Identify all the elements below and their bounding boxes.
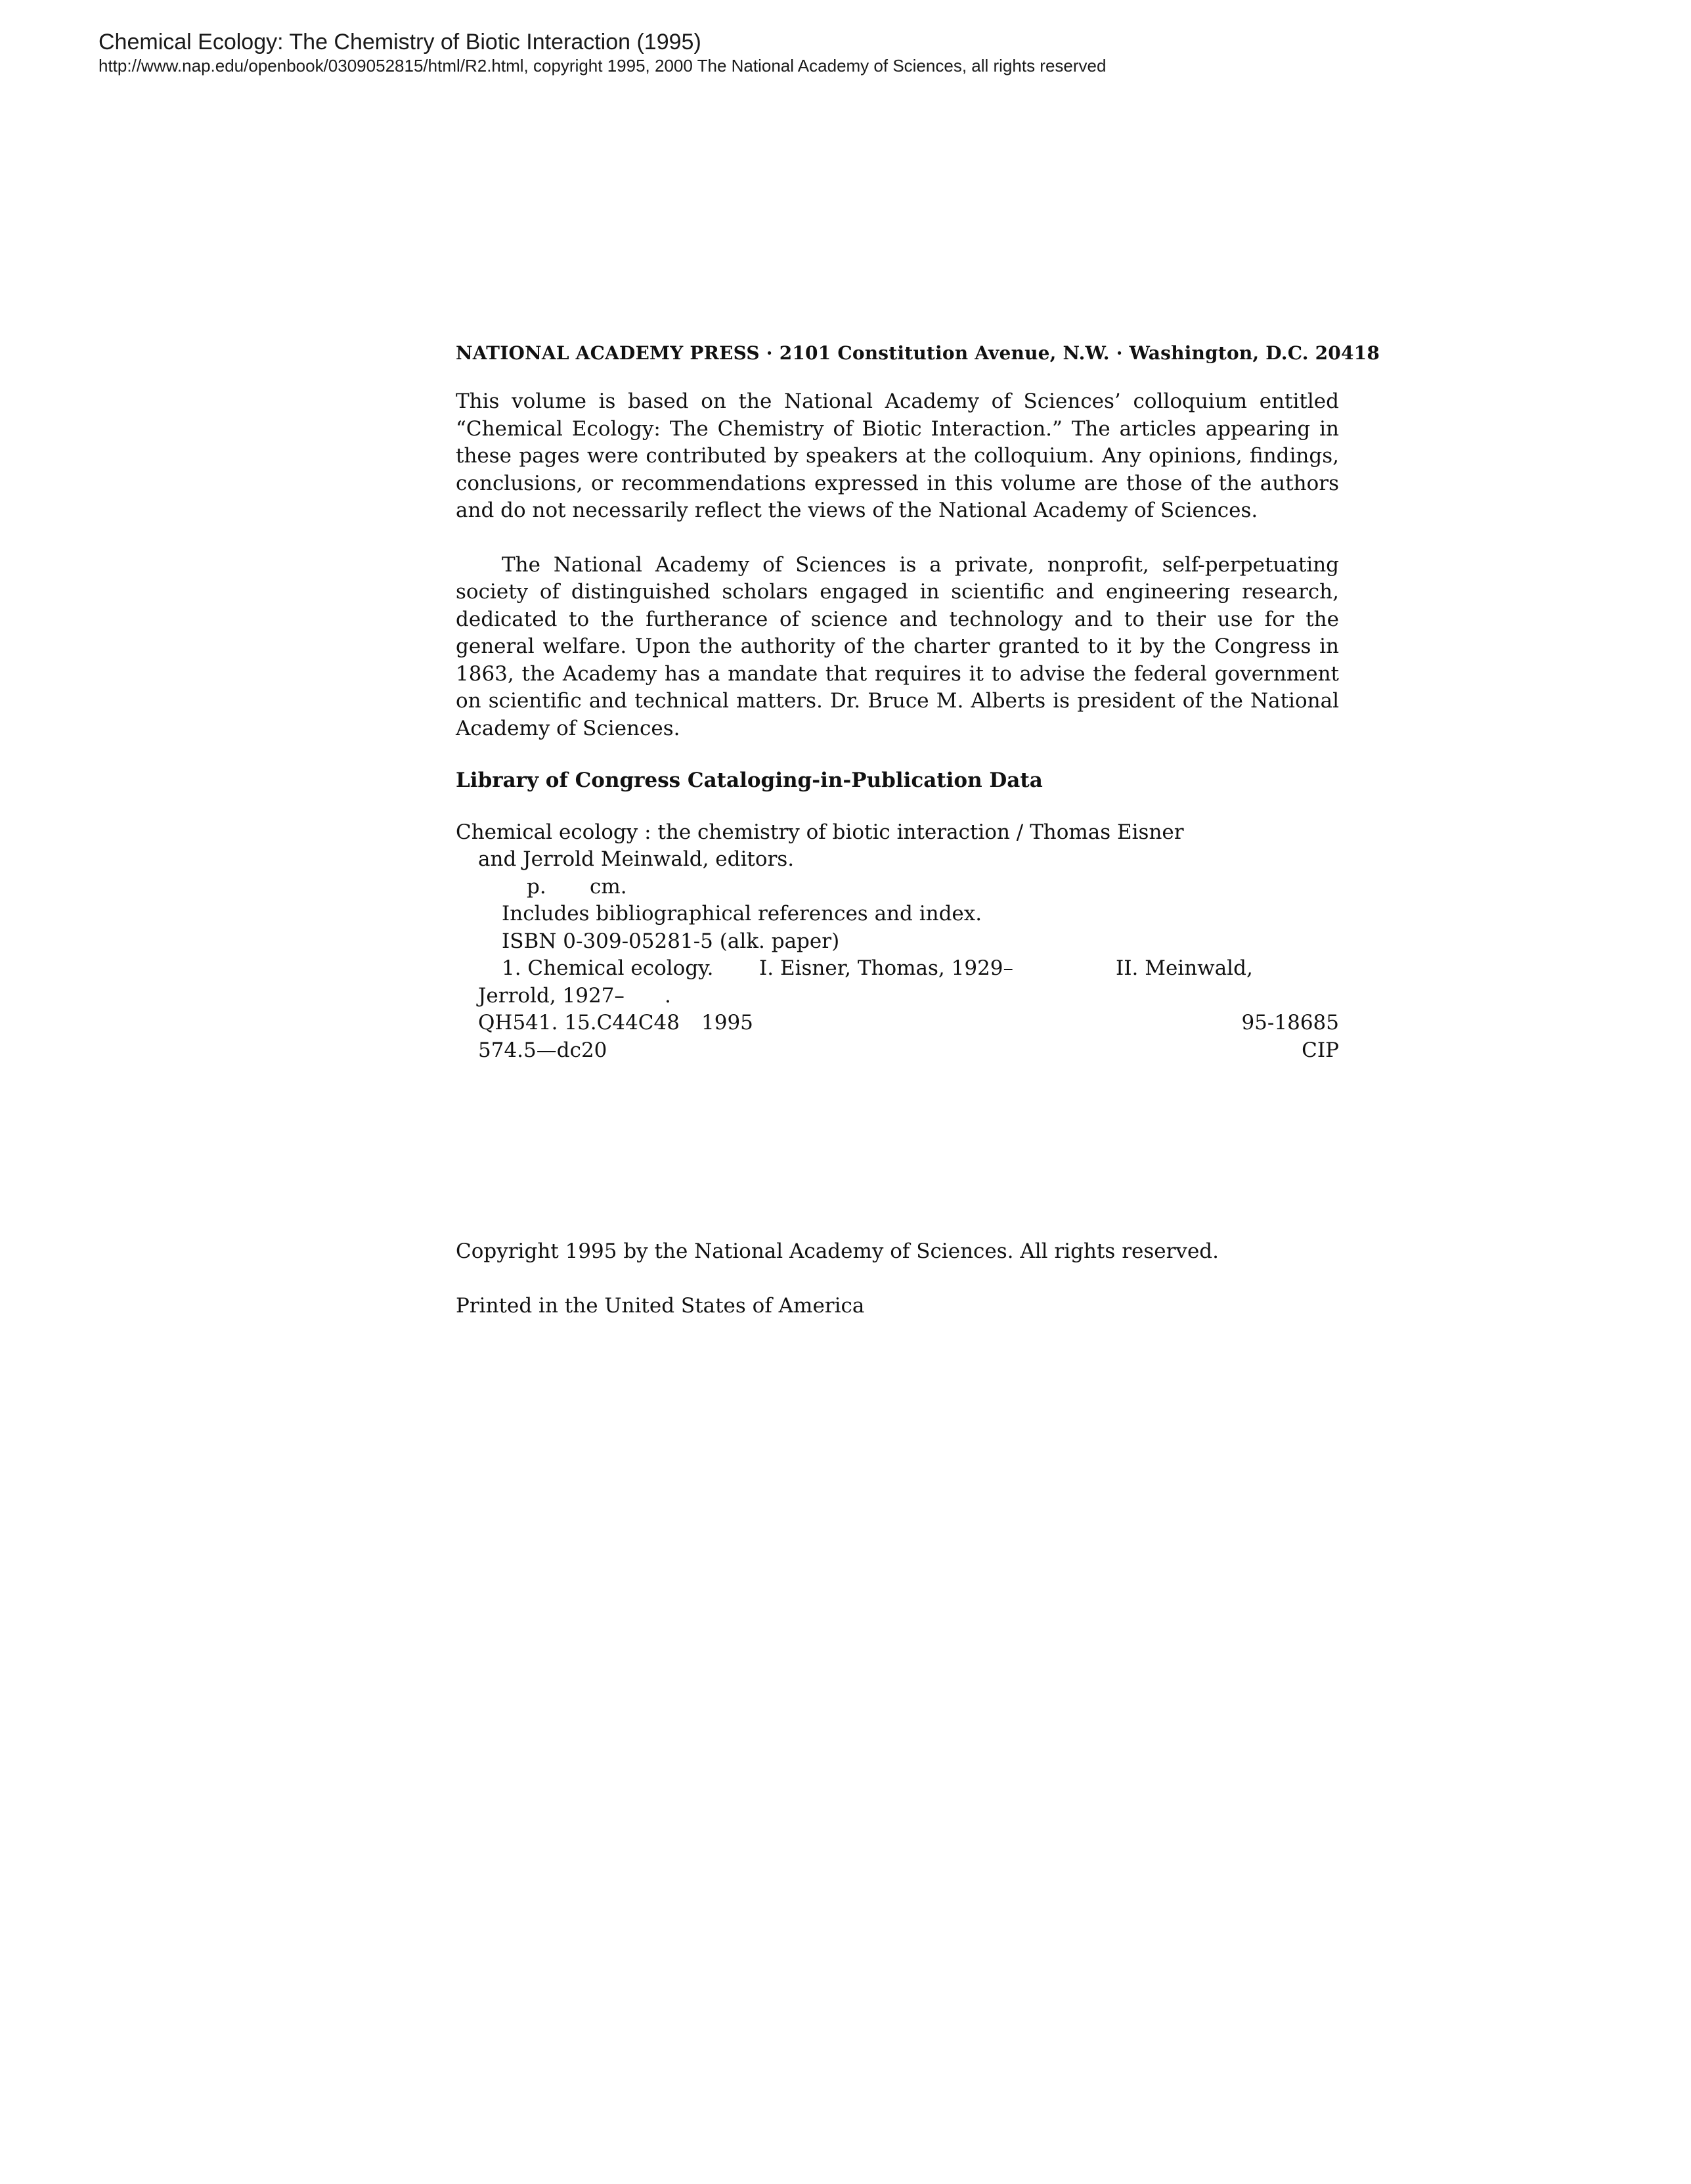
cip-subject-3-period: . bbox=[665, 983, 671, 1008]
cip-subject-2: I. Eisner, Thomas, 1929– bbox=[759, 956, 1014, 980]
cip-pages-p: p. bbox=[527, 874, 546, 899]
cip-subject-3-continued: Jerrold, 1927– bbox=[478, 983, 625, 1008]
printed-in-notice: Printed in the United States of America bbox=[456, 1293, 865, 1318]
cip-pages-cm: cm. bbox=[590, 874, 627, 899]
cip-title-line: Chemical ecology : the chemistry of biotic interaction / Thomas Eisner bbox=[456, 820, 1184, 844]
cip-lccn: 95-18685 bbox=[1241, 1011, 1339, 1035]
document-header bbox=[99, 29, 1106, 76]
header-title: Chemical Ecology: The Chemistry of Biotic Interaction (1995) bbox=[99, 30, 701, 55]
cip-heading: Library of Congress Cataloging-in-Publication Data bbox=[456, 769, 1043, 792]
copyright-notice: Copyright 1995 by the National Academy of Sciences. All rights reserved. bbox=[456, 1239, 1219, 1263]
cip-dewey: 574.5—dc20 bbox=[478, 1038, 607, 1062]
cip-bibliography-note: Includes bibliographical references and index. bbox=[502, 902, 982, 925]
copyright-footer bbox=[456, 1238, 1219, 1320]
cip-call-year: 1995 bbox=[701, 1011, 753, 1035]
header-source-url: http://www.nap.edu/openbook/0309052815/html/R2.html, copyright 1995, 2000 The National Academy of Sciences, all rights reserved bbox=[99, 56, 1107, 76]
academy-paragraph: The National Academy of Sciences is a private, nonprofit, self-perpetuating society of distinguished scholars engaged in scientific and engineering research, dedicated to the furtherance of science and technology and to their use for the general welfare. Upon the authority of the charter granted to it by the Congress in 1863, the Academy has a mandate that requires it to advise the federal government on scientific and technical matters. Dr. Bruce M. Alberts is president of the National Academy of Sciences. bbox=[456, 552, 1339, 740]
press-address-line: NATIONAL ACADEMY PRESS · 2101 Constitution Avenue, N.W. · Washington, D.C. 20418 bbox=[456, 342, 1380, 364]
cip-editors-line: and Jerrold Meinwald, editors. bbox=[478, 847, 795, 871]
copyright-page-body bbox=[456, 342, 1380, 1062]
cip-record bbox=[456, 819, 1339, 1062]
cip-call-number: QH541. 15.C44C48 bbox=[478, 1011, 680, 1035]
cip-subject-3: II. Meinwald, bbox=[1116, 956, 1253, 980]
cip-mark: CIP bbox=[1302, 1038, 1339, 1062]
cip-subject-1: 1. Chemical ecology. bbox=[502, 956, 714, 980]
cip-isbn: ISBN 0-309-05281-5 (alk. paper) bbox=[502, 929, 840, 953]
colloquium-paragraph: This volume is based on the National Academy of Sciences’ colloquium entitled “Chemical Ecology: The Chemistry of Biotic Interaction.” The articles appearing in these pages were contributed by speakers at the colloquium. Any opinions, findings, conclusions, or recommendations expressed in this volume are those of the authors and do not necessarily reflect the views of the National Academy of Sciences. bbox=[456, 390, 1339, 522]
